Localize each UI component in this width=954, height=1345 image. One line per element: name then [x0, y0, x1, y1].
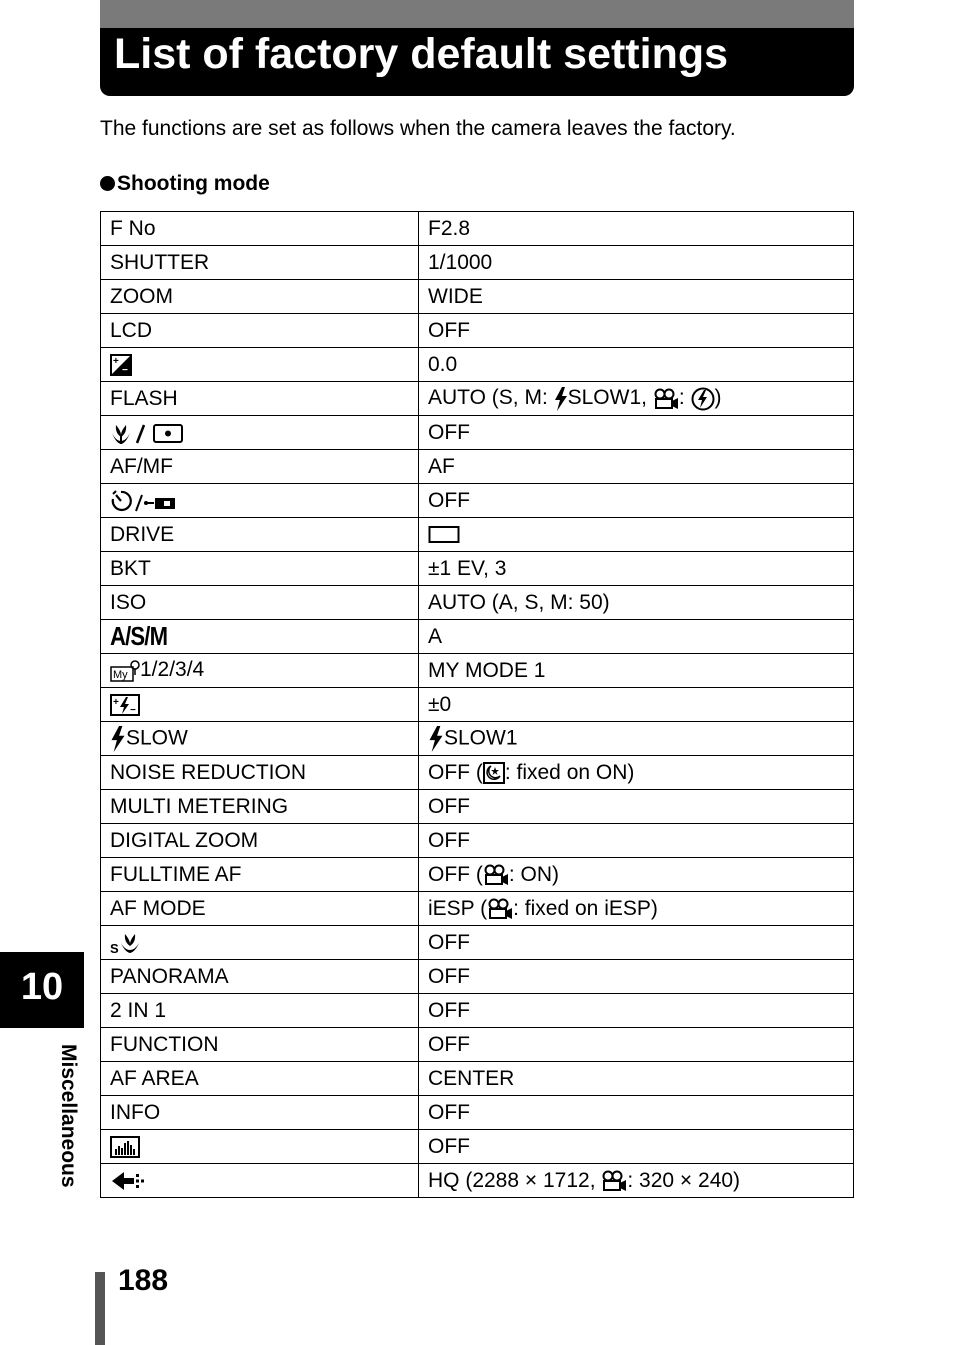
setting-name — [101, 654, 419, 688]
setting-name: 2 IN 1 — [101, 994, 419, 1028]
setting-value: AF — [419, 450, 854, 484]
table-row — [101, 858, 854, 892]
table-row — [101, 484, 854, 518]
page-number-bar — [95, 1272, 105, 1345]
value-text: OFF ( — [428, 862, 483, 886]
setting-name: MULTI METERING — [101, 790, 419, 824]
setting-name: FUNCTION — [101, 1028, 419, 1062]
table-row — [101, 212, 854, 246]
table-row — [101, 960, 854, 994]
setting-value: CENTER — [419, 1062, 854, 1096]
setting-value — [419, 892, 854, 926]
table-row — [101, 382, 854, 416]
setting-name: DRIVE — [101, 518, 419, 552]
table-row — [101, 892, 854, 926]
section-heading — [100, 172, 270, 196]
setting-value: OFF — [419, 314, 854, 348]
table-row — [101, 586, 854, 620]
setting-name: ZOOM — [101, 280, 419, 314]
setting-name — [101, 348, 419, 382]
table-row — [101, 1062, 854, 1096]
setting-name — [101, 484, 419, 518]
table-row — [101, 552, 854, 586]
value-text: HQ (2288 × 1712, — [428, 1168, 602, 1192]
setting-name: FULLTIME AF — [101, 858, 419, 892]
single-frame-icon — [428, 525, 462, 545]
table-row — [101, 450, 854, 484]
page-number: 188 — [118, 1264, 169, 1297]
super-macro-icon — [110, 931, 140, 955]
setting-name: INFO — [101, 1096, 419, 1130]
chapter-tab — [0, 952, 84, 1028]
setting-name — [101, 926, 419, 960]
svg-text:−: − — [122, 364, 128, 376]
setting-name: PANORAMA — [101, 960, 419, 994]
flash-icon — [110, 726, 126, 752]
svg-text:−: − — [130, 704, 136, 716]
page-title: List of factory default settings — [114, 30, 729, 78]
value-text: SLOW1 — [444, 726, 518, 750]
setting-value: OFF — [419, 960, 854, 994]
table-row — [101, 280, 854, 314]
setting-text: 1/2/3/4 — [140, 658, 205, 682]
setting-value: AUTO (A, S, M: 50) — [419, 586, 854, 620]
setting-value — [419, 756, 854, 790]
table-row — [101, 1096, 854, 1130]
table-row — [101, 620, 854, 654]
setting-name: LCD — [101, 314, 419, 348]
asm-mode-label: A/S/M — [110, 621, 168, 651]
macro-supermacro-icon — [110, 421, 190, 445]
value-text: OFF ( — [428, 760, 483, 784]
setting-name — [101, 722, 419, 756]
histogram-icon — [110, 1136, 140, 1158]
setting-value: ±1 EV, 3 — [419, 552, 854, 586]
flash-icon — [428, 726, 444, 752]
setting-name: BKT — [101, 552, 419, 586]
table-row — [101, 994, 854, 1028]
flash-intensity-icon — [110, 694, 140, 716]
setting-name: FLASH — [101, 382, 419, 416]
setting-value: OFF — [419, 926, 854, 960]
setting-text: SLOW — [126, 726, 188, 750]
setting-name: AF/MF — [101, 450, 419, 484]
setting-value — [419, 518, 854, 552]
setting-name — [101, 620, 419, 654]
chapter-label: Miscellaneous — [57, 1044, 80, 1188]
flash-icon — [554, 387, 568, 411]
setting-name: SHUTTER — [101, 246, 419, 280]
setting-value: A — [419, 620, 854, 654]
flash-off-icon — [691, 387, 715, 411]
svg-text:My: My — [113, 668, 128, 681]
value-text: : fixed on ON) — [504, 760, 635, 784]
setting-value: OFF — [419, 994, 854, 1028]
table-row — [101, 348, 854, 382]
intro-text: The functions are set as follows when the camera leaves the factory. — [100, 117, 736, 140]
value-text: : ON) — [508, 862, 559, 886]
settings-table — [100, 211, 854, 1198]
value-text: : 320 × 240) — [627, 1168, 741, 1192]
svg-text:S: S — [110, 940, 119, 956]
chapter-number: 10 — [20, 966, 64, 1008]
value-text: iESP ( — [428, 896, 488, 920]
setting-name: DIGITAL ZOOM — [101, 824, 419, 858]
setting-name: AF AREA — [101, 1062, 419, 1096]
setting-value: OFF — [419, 416, 854, 450]
record-mode-icon — [110, 1170, 146, 1192]
setting-name — [101, 688, 419, 722]
setting-value — [419, 382, 854, 416]
table-row — [101, 1130, 854, 1164]
table-row — [101, 246, 854, 280]
setting-value — [419, 722, 854, 756]
svg-text:+: + — [113, 355, 119, 367]
table-row — [101, 314, 854, 348]
table-row — [101, 688, 854, 722]
self-timer-remote-icon — [110, 489, 178, 513]
movie-camera-icon — [483, 864, 509, 886]
setting-value: MY MODE 1 — [419, 654, 854, 688]
movie-camera-icon — [653, 388, 679, 410]
table-row — [101, 824, 854, 858]
setting-name: NOISE REDUCTION — [101, 756, 419, 790]
setting-name: AF MODE — [101, 892, 419, 926]
table-row — [101, 1028, 854, 1062]
setting-value: 0.0 — [419, 348, 854, 382]
table-row — [101, 790, 854, 824]
setting-name — [101, 416, 419, 450]
svg-text:+: + — [113, 696, 119, 708]
my-mode-icon — [110, 659, 140, 683]
setting-value: OFF — [419, 1096, 854, 1130]
setting-value: 1/1000 — [419, 246, 854, 280]
table-row — [101, 654, 854, 688]
movie-camera-icon — [487, 898, 513, 920]
setting-value: F2.8 — [419, 212, 854, 246]
setting-value: OFF — [419, 824, 854, 858]
table-row — [101, 416, 854, 450]
setting-value: OFF — [419, 1130, 854, 1164]
setting-value: OFF — [419, 484, 854, 518]
value-text: AUTO (S, M: — [428, 386, 554, 410]
value-text: ) — [714, 386, 722, 410]
value-text: : fixed on iESP) — [513, 896, 658, 920]
table-row — [101, 1164, 854, 1198]
setting-value — [419, 858, 854, 892]
movie-camera-icon — [601, 1170, 627, 1192]
table-row — [101, 518, 854, 552]
table-row — [101, 722, 854, 756]
table-row — [101, 926, 854, 960]
exposure-compensation-icon — [110, 354, 132, 376]
setting-value: OFF — [419, 1028, 854, 1062]
setting-value — [419, 1164, 854, 1198]
table-row — [101, 756, 854, 790]
value-text: SLOW1, — [567, 386, 653, 410]
title-bar — [100, 0, 854, 96]
night-scene-icon — [483, 762, 505, 784]
value-text: : — [678, 386, 691, 410]
setting-name: ISO — [101, 586, 419, 620]
bullet-icon — [100, 176, 115, 191]
setting-name — [101, 1130, 419, 1164]
setting-value: OFF — [419, 790, 854, 824]
title-bar-top-stripe — [100, 0, 854, 28]
setting-value: ±0 — [419, 688, 854, 722]
section-title: Shooting mode — [117, 172, 270, 195]
setting-name — [101, 1164, 419, 1198]
setting-value: WIDE — [419, 280, 854, 314]
setting-name: F No — [101, 212, 419, 246]
